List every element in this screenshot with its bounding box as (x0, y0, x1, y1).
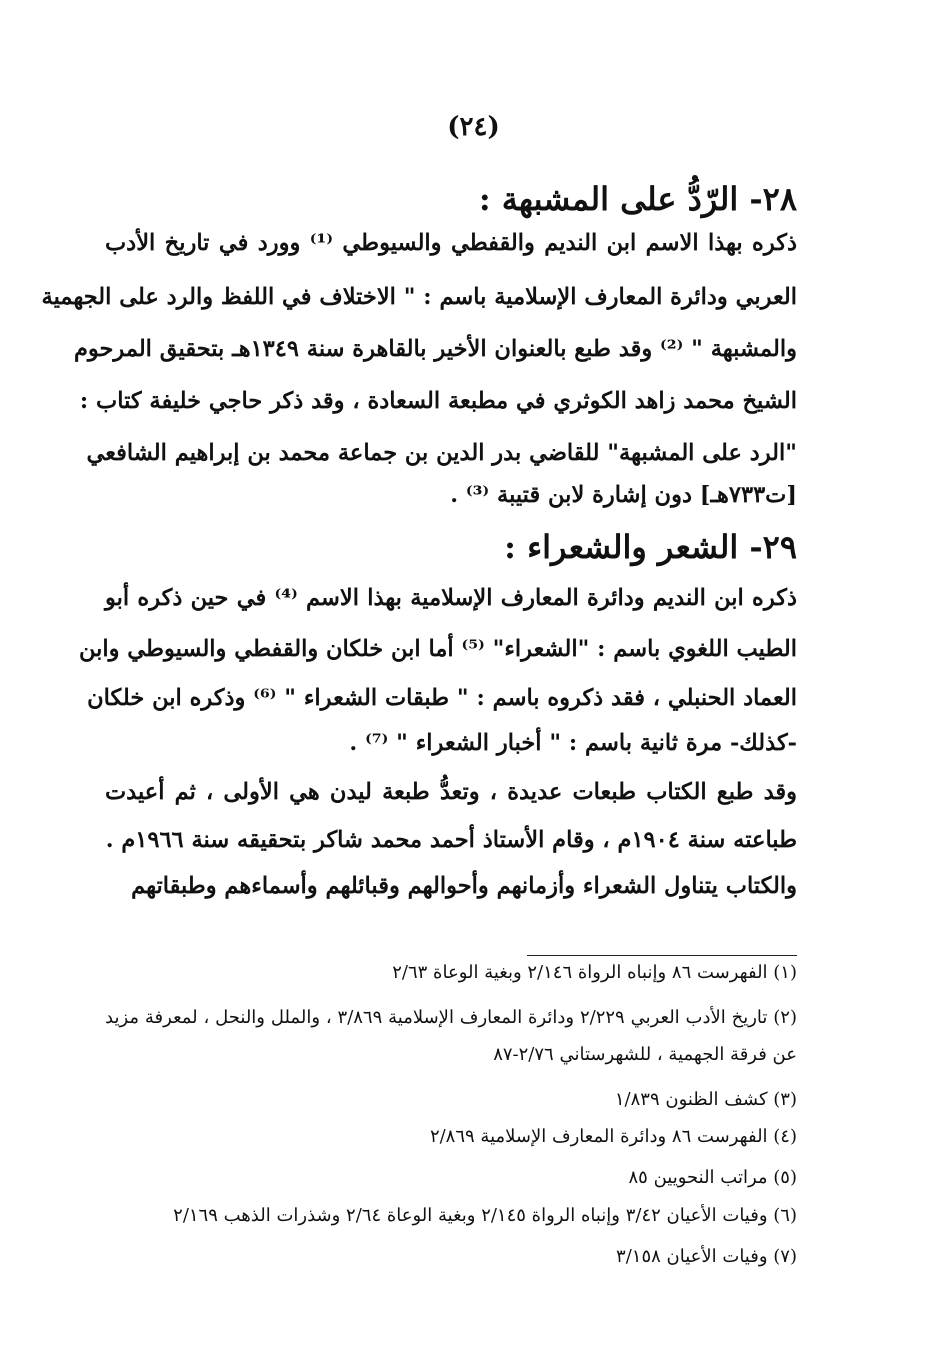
paragraph-line: طباعته سنة ١٩٠٤م ، وقام الأستاذ أحمد محمد شاكر بتحقيقه سنة ١٩٦٦م . (105, 827, 797, 853)
paragraph-line: [ت٧٣٣هـ] دون إشارة لابن قتيبة ⁽³⁾ . (450, 482, 797, 508)
paragraph-line: وقد طبع الكتاب طبعات عديدة ، وتعدُّ طبعة ليدن هي الأولى ، ثم أعيدت (105, 779, 797, 805)
section-heading-29: ٢٩- الشعر والشعراء : (504, 528, 797, 566)
footnote: (٢) تاريخ الأدب العربي ٢/٢٢٩ ودائرة المعارف الإسلامية ٣/٨٦٩ ، والملل والنحل ، لمعرفة مزيد (105, 1007, 797, 1028)
footnote: (٤) الفهرست ٨٦ ودائرة المعارف الإسلامية ٢/٨٦٩ (429, 1126, 797, 1147)
paragraph-line: -كذلك- مرة ثانية باسم : " أخبار الشعراء " ⁽⁷⁾ . (349, 730, 797, 756)
page-number: (٢٤) (447, 112, 500, 142)
paragraph-line: والمشبهة " ⁽²⁾ وقد طبع بالعنوان الأخير بالقاهرة سنة ١٣٤٩هـ بتحقيق المرحوم (73, 336, 797, 362)
section-heading-28: ٢٨- الرّدُّ على المشبهة : (478, 180, 797, 218)
footnote-continuation: عن فرقة الجهمية ، للشهرستاني ٢/٧٦-٨٧ (493, 1044, 797, 1065)
footnote: (٧) وفيات الأعيان ٣/١٥٨ (616, 1246, 797, 1267)
paragraph-line: ذكره بهذا الاسم ابن النديم والقفطي والسيوطي ⁽¹⁾ وورد في تاريخ الأدب (105, 230, 797, 256)
paragraph-line: الشيخ محمد زاهد الكوثري في مطبعة السعادة ، وقد ذكر حاجي خليفة كتاب : (79, 388, 797, 414)
paragraph-line: العربي ودائرة المعارف الإسلامية باسم : " الاختلاف في اللفظ والرد على الجهمية (41, 284, 797, 310)
paragraph-line: العماد الحنبلي ، فقد ذكروه باسم : " طبقات الشعراء " ⁽⁶⁾ وذكره ابن خلكان (87, 685, 797, 711)
paragraph-line: الطيب اللغوي باسم : "الشعراء" ⁽⁵⁾ أما ابن خلكان والقفطي والسيوطي وابن (78, 636, 797, 662)
footnote: (١) الفهرست ٨٦ وإنباه الرواة ٢/١٤٦ وبغية الوعاة ٢/٦٣ (392, 962, 797, 983)
paragraph-line: "الرد على المشبهة" للقاضي بدر الدين بن جماعة محمد بن إبراهيم الشافعي (86, 440, 797, 466)
footnote-separator (527, 955, 797, 956)
footnote: (٣) كشف الظنون ١/٨٣٩ (614, 1089, 797, 1110)
paragraph-line: ذكره ابن النديم ودائرة المعارف الإسلامية بهذا الاسم ⁽⁴⁾ في حين ذكره أبو (105, 585, 797, 611)
paragraph-line: والكتاب يتناول الشعراء وأزمانهم وأحوالهم وقبائلهم وأسماءهم وطبقاتهم (131, 873, 797, 899)
footnote: (٦) وفيات الأعيان ٣/٤٢ وإنباه الرواة ٢/١٤٥ وبغية الوعاة ٢/٦٤ وشذرات الذهب ٢/١٦٩ (173, 1205, 797, 1226)
footnote: (٥) مراتب النحويين ٨٥ (628, 1167, 797, 1188)
